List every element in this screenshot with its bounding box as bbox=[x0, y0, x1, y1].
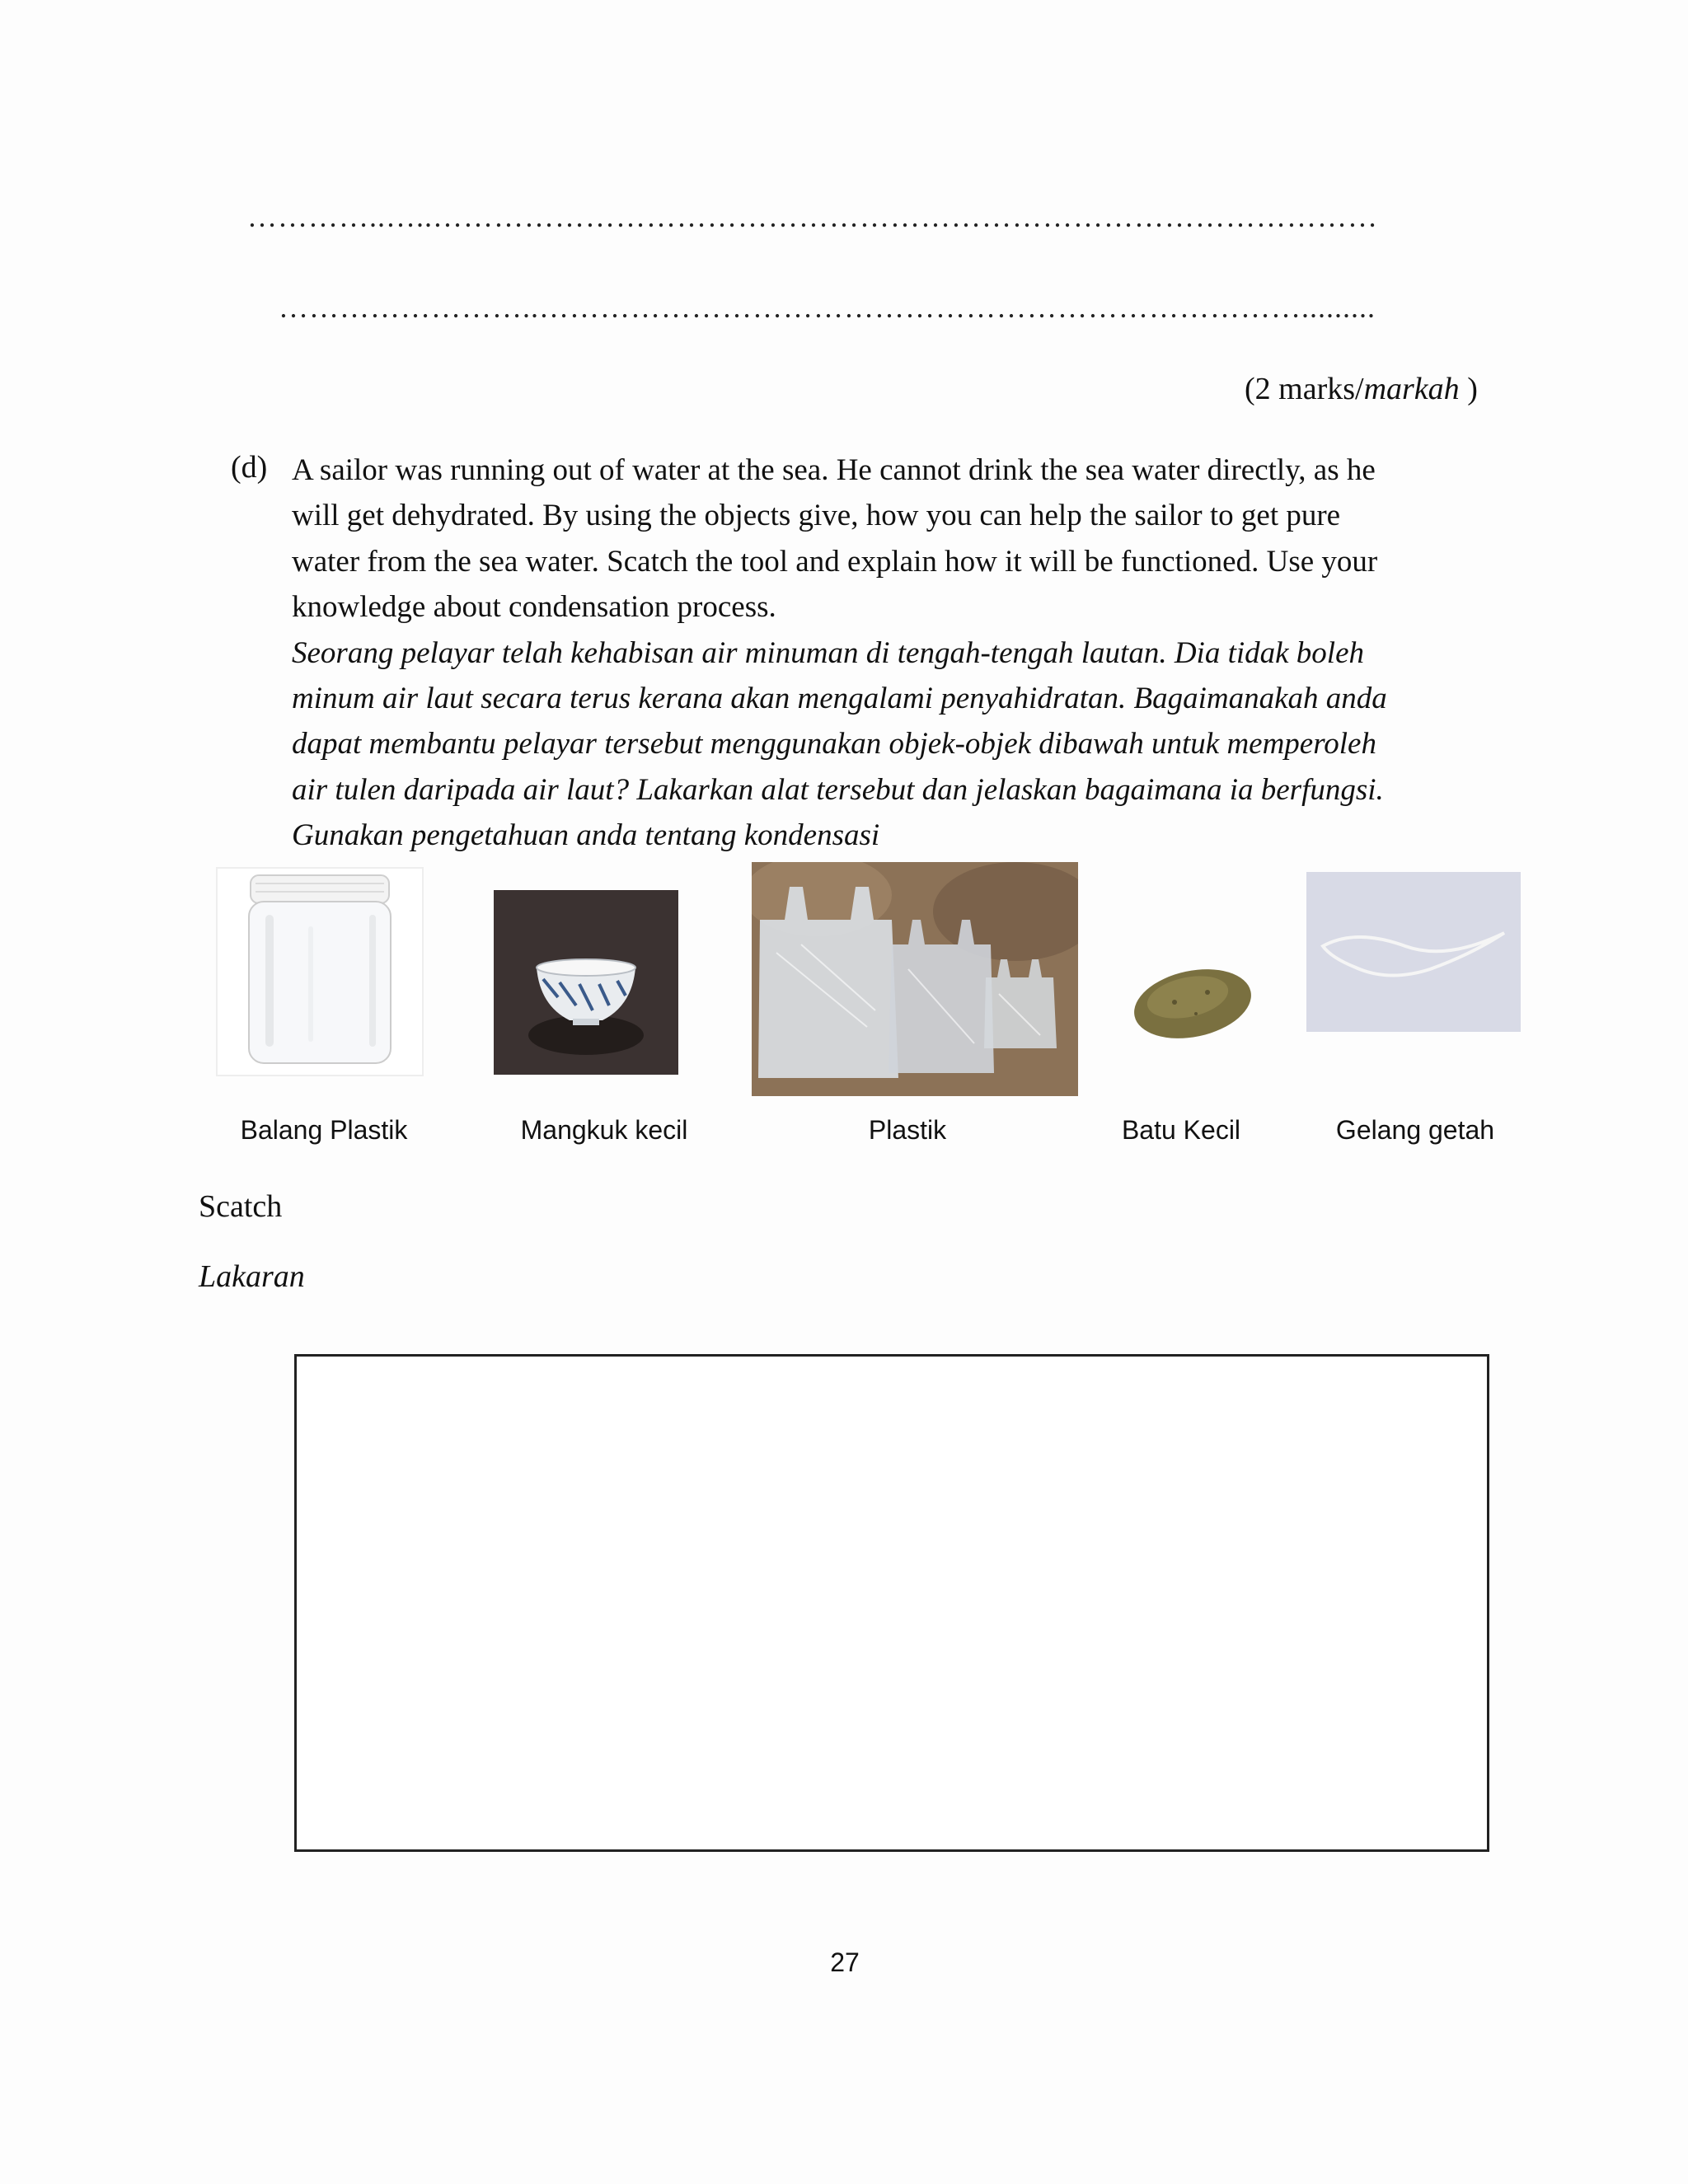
caption-small-stone: Batu Kecil bbox=[1121, 1115, 1241, 1145]
rubber-band-photo bbox=[1306, 872, 1521, 1032]
question-ms-line-5: Gunakan pengetahuan anda tentang kondensasi bbox=[292, 818, 880, 853]
question-text bbox=[292, 448, 1528, 859]
question-label: (d) bbox=[231, 450, 268, 485]
question-en-line-1: A sailor was running out of water at the sea. He cannot drink the sea water directly, as he bbox=[292, 453, 1376, 487]
question-ms-line-4: air tulen daripada air laut? Lakarkan alat tersebut dan jelaskan bagaimana ia berfungsi. bbox=[292, 772, 1384, 807]
answer-line-2: ……………………..…………………………………………………………………......... bbox=[279, 291, 1376, 324]
question-en-line-4: knowledge about condensation process. bbox=[292, 590, 776, 625]
question-ms-line-1: Seorang pelayar telah kehabisan air minuman di tengah-tengah lautan. Dia tidak boleh bbox=[292, 635, 1364, 670]
sketch-heading-ms: Lakaran bbox=[199, 1259, 305, 1294]
sketch-answer-box[interactable] bbox=[294, 1354, 1489, 1852]
plastic-jar-photo bbox=[216, 867, 424, 1076]
caption-small-bowl: Mangkuk kecil bbox=[520, 1115, 688, 1145]
marks-label bbox=[1245, 371, 1478, 407]
caption-rubber-band: Gelang getah bbox=[1335, 1115, 1495, 1145]
page-number: 27 bbox=[830, 1947, 860, 1977]
caption-plastic: Plastik bbox=[868, 1115, 947, 1145]
marks-italic: markah bbox=[1363, 372, 1460, 406]
marks-close: ) bbox=[1459, 372, 1478, 406]
question-en-line-3: water from the sea water. Scatch the tool and explain how it will be functioned. Use your bbox=[292, 544, 1378, 579]
marks-number: (2 marks/ bbox=[1245, 372, 1364, 406]
small-bowl-photo bbox=[494, 890, 678, 1075]
sketch-heading-en: Scatch bbox=[199, 1189, 283, 1224]
caption-plastic-jar: Balang Plastik bbox=[240, 1115, 408, 1145]
plastic-bags-photo bbox=[752, 862, 1078, 1096]
question-en-line-2: will get dehydrated. By using the objects give, how you can help the sailor to get pure bbox=[292, 499, 1341, 533]
small-stone-photo bbox=[1117, 874, 1265, 1063]
question-ms-line-3: dapat membantu pelayar tersebut menggunakan objek-objek dibawah untuk memperoleh bbox=[292, 727, 1376, 762]
question-ms-line-2: minum air laut secara terus kerana akan mengalami penyahidratan. Bagaimanakah anda bbox=[292, 682, 1387, 716]
answer-line-1: …………..…..………………………………………………………………………………… bbox=[247, 200, 1378, 233]
